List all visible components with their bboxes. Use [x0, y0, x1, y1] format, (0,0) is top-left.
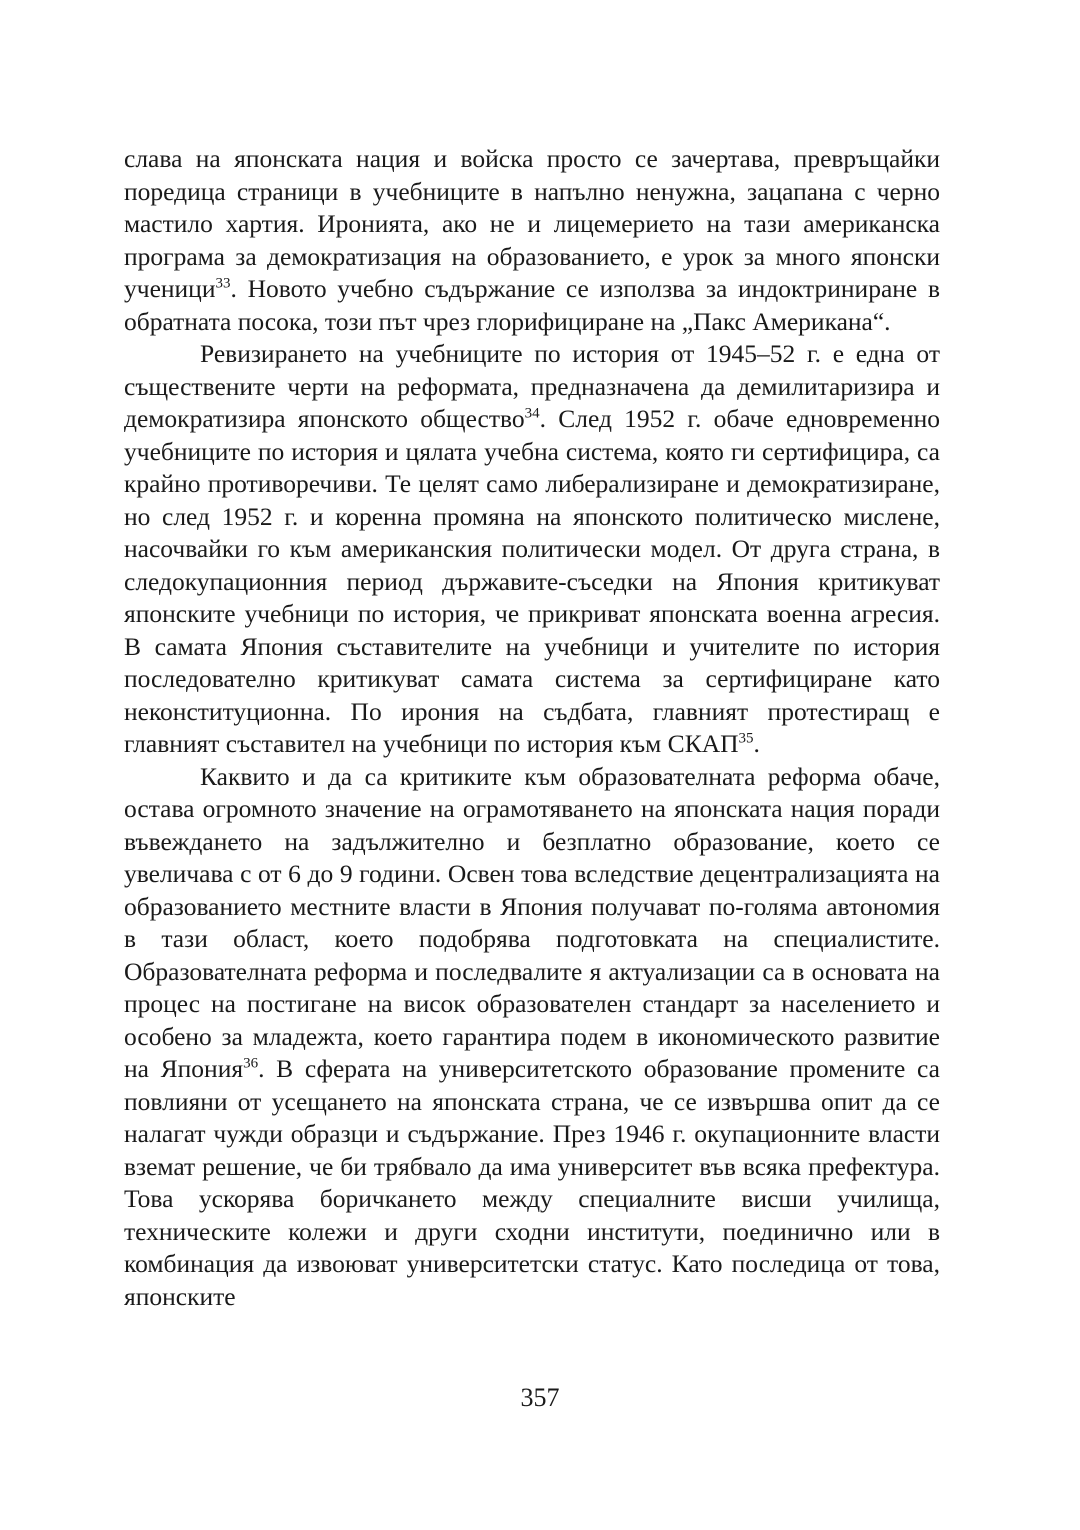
paragraph-text: Каквито и да са критиките към образователната реформа обаче, остава огромното значение на ограмотяването на японската нация поради въвеждането на задължително и безплатно образование, което се увеличава с от 6 до 9 години. Освен това вследствие децентрализацията на образованието местните власти в Япония получават по-голяма автономия в тази област, което подобрява подготовката на специалистите. Образователната реформа и последвалите я актуализации са в основата на процес на постигане на висок образователен стандарт за населението и особено за младежта, което гарантира подем в икономическото развитие на Япония	[124, 761, 940, 1083]
body-text	[124, 143, 940, 1313]
paragraph-text: . След 1952 г. обаче едновременно учебниците по история и цялата учебна система, която ги сертифицира, са крайно противоречиви. Те целят само либерализиране и демократизиране, но след 1952 г. и коренна промяна на японското политическо мислене, насочвайки го към американския политически модел. От друга страна, в следокупационния период държавите-съседки на Япония критикуват японските учебници по история, че прикриват японската военна агресия. В самата Япония съставителите на учебници и учителите по история последователно критикуват самата система за сертифициране като неконституционна. По ирония на съдбата, главният протестиращ е главният съставител на учебници по история към СКАП	[124, 404, 940, 758]
footnote-ref-35: 35	[738, 730, 754, 747]
footnote-ref-34: 34	[524, 405, 540, 422]
footnote-ref-36: 36	[243, 1055, 259, 1072]
footnote-ref-33: 33	[215, 275, 231, 292]
paragraph-2	[124, 338, 940, 761]
paragraph-text: слава на японската нация и войска просто се зачертава, превръщайки поредица страници в учебниците в напълно ненужна, зацапана с черно мастило хартия. Иронията, ако не и лицемерието на тази американска програма за демократизация на образованието, е урок за много японски ученици	[124, 144, 940, 303]
paragraph-text: . В сферата на университетското образование промените са повлияни от усещането на японската страна, че се извършва опит да се налагат чужди образци и съдържание. През 1946 г. окупационните власти вземат решение, че би трябвало да има университет във всяка префектура. Това ускорява боричкането между специалните висши училища, техническите колежи и други сходни институти, поединично или в комбинация да извоюват университетски статус. Като последица от това, японските	[124, 1054, 940, 1311]
paragraph-text: .	[753, 729, 760, 758]
paragraph-3	[124, 761, 940, 1314]
page-number: 357	[520, 1383, 560, 1412]
paragraph-1	[124, 143, 940, 338]
paragraph-text: Ревизирането на учебниците по история от 1945–52 г. е една от съществените черти на реформата, предназначена да демилитаризира и демократизира японското общество	[124, 339, 940, 433]
paragraph-text: . Новото учебно съдържание се използва за индоктриниране в обратната посока, този път чрез глорифициране на „Пакс Американа“.	[124, 274, 940, 336]
